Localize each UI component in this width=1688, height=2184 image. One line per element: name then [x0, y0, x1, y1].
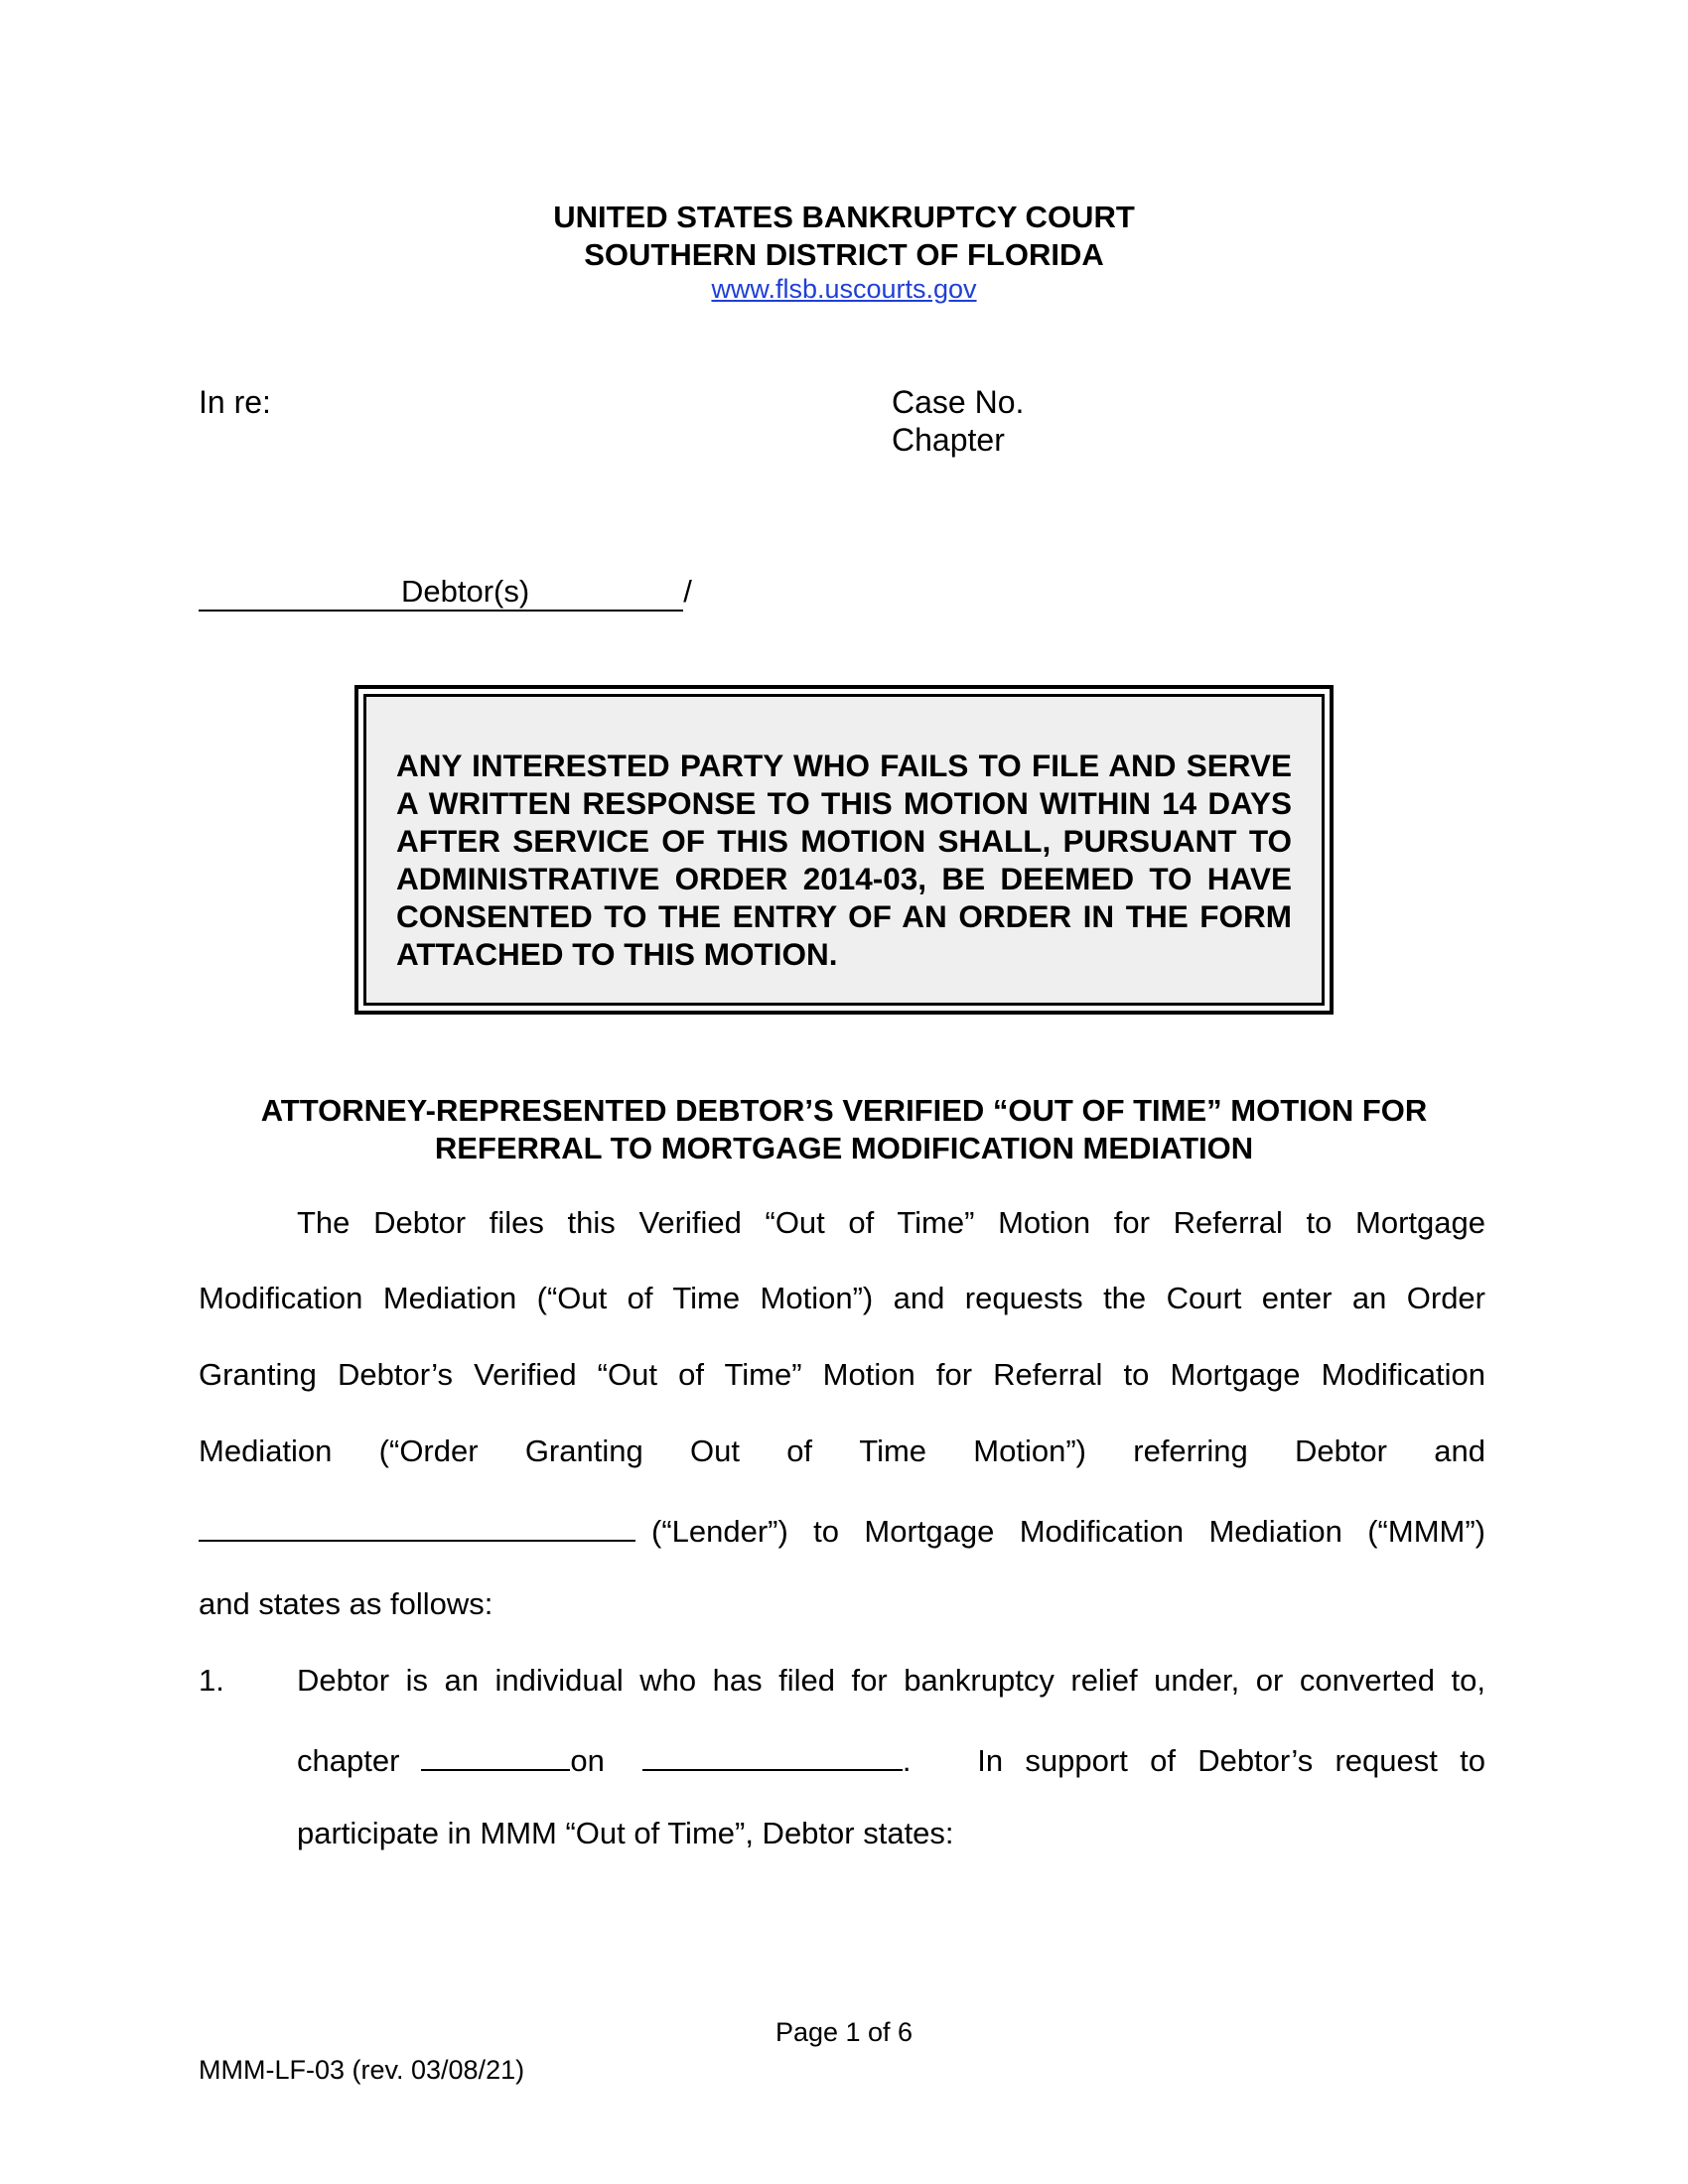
caption-slash: / — [683, 574, 692, 609]
body-line-6: and states as follows: — [199, 1586, 493, 1621]
debtor-label: Debtor(s) — [401, 574, 529, 612]
body-line-2: Modification Mediation (“Out of Time Motion”) and requests the Court enter an Order — [199, 1281, 1485, 1315]
body-word: of — [786, 1433, 813, 1468]
body-word: (“Order — [378, 1433, 479, 1468]
chapter-label: Chapter — [892, 422, 1005, 458]
body-line-5 — [199, 1510, 1485, 1550]
debtor-blank-right[interactable] — [529, 574, 683, 612]
body-word: Mediation — [199, 1433, 333, 1468]
body-word: Out — [689, 1433, 740, 1468]
body-line-5-text: (“Lender”) to Mortgage Modification Mediation (“MMM”) — [651, 1514, 1485, 1549]
debtor-caption-line — [199, 574, 692, 612]
body-word: referring — [1133, 1433, 1248, 1468]
body-line-3: Granting Debtor’s Verified “Out of Time” Motion for Referral to Mortgage Modification — [199, 1357, 1485, 1392]
body-word: Time — [859, 1433, 927, 1468]
in-re-label: In re: — [199, 384, 271, 420]
motion-title-line2: REFERRAL TO MORTGAGE MODIFICATION MEDIATION — [434, 1131, 1254, 1165]
body-word: Motion”) — [973, 1433, 1086, 1468]
form-id: MMM-LF-03 (rev. 03/08/21) — [199, 2055, 525, 2085]
on-word: on — [570, 1743, 605, 1778]
court-district: SOUTHERN DISTRICT OF FLORIDA — [584, 237, 1104, 272]
body-word: and — [1434, 1433, 1485, 1468]
lender-name-blank[interactable] — [199, 1510, 635, 1542]
body-word: Debtor — [1294, 1433, 1387, 1468]
notice-box-inner — [363, 694, 1325, 1006]
notice-box — [354, 685, 1334, 1015]
case-number-label: Case No. — [892, 384, 1025, 420]
filing-date-blank[interactable] — [642, 1739, 903, 1771]
item-1-line1: Debtor is an individual who has filed for bankruptcy relief under, or converted to, — [297, 1663, 1485, 1698]
item-1-number: 1. — [199, 1663, 224, 1698]
court-website-link[interactable]: www.flsb.uscourts.gov — [711, 274, 977, 304]
court-name: UNITED STATES BANKRUPTCY COURT — [553, 200, 1135, 234]
body-line-4 — [199, 1433, 1485, 1469]
body-line-1: The Debtor files this Verified “Out of Time” Motion for Referral to Mortgage — [297, 1205, 1485, 1240]
chapter-word: chapter — [297, 1743, 400, 1778]
item-1-line2 — [297, 1739, 1485, 1779]
item-1-line2-text: . In support of Debtor’s request to — [902, 1743, 1485, 1778]
chapter-number-blank[interactable] — [421, 1739, 570, 1771]
page-number: Page 1 of 6 — [774, 2017, 914, 2047]
motion-title-line1: ATTORNEY-REPRESENTED DEBTOR’S VERIFIED “OUT OF TIME” MOTION FOR — [260, 1093, 1428, 1128]
item-1-line3: participate in MMM “Out of Time”, Debtor states: — [297, 1816, 954, 1850]
body-word: Granting — [524, 1433, 643, 1468]
debtor-blank-left[interactable] — [199, 574, 401, 612]
notice-text: ANY INTERESTED PARTY WHO FAILS TO FILE AND SERVE A WRITTEN RESPONSE TO THIS MOTION WITHIN 14 DAYS AFTER SERVICE OF THIS MOTION SHALL, PURSUANT TO ADMINISTRATIVE ORDER 2014-03, BE DEEMED TO HAVE CONSENTED TO THE ENTRY OF AN ORDER IN THE FORM ATTACHED TO THIS MOTION. — [396, 748, 1292, 972]
